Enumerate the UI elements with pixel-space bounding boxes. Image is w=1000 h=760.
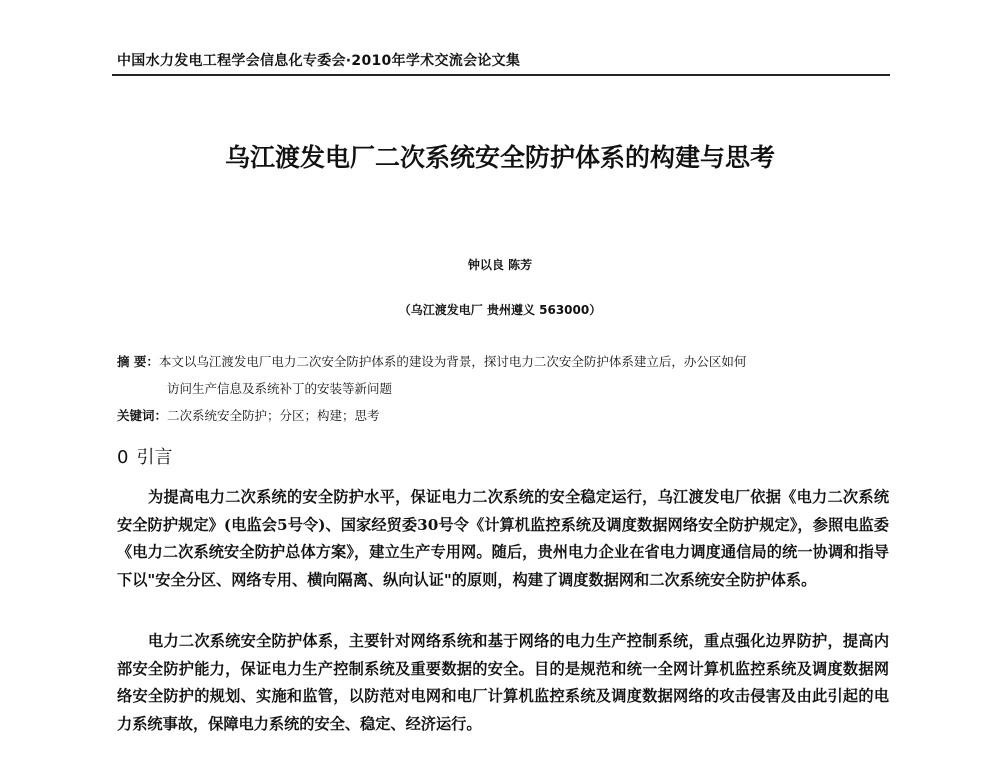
header-rule: [112, 74, 890, 76]
running-header: 中国水力发电工程学会信息化专委会·2010年学术交流会论文集: [117, 53, 521, 69]
section-number: 0: [117, 447, 129, 468]
authors: 钟以良 陈芳: [467, 258, 533, 272]
paragraph-2: 电力二次系统安全防护体系，主要针对网络系统和基于网络的电力生产控制系统，重点强化边界防护，提高内部安全防护能力，保证电力生产控制系统及重要数据的安全。目的是规范和统一全网计算机监控系统及调度数据网络安全防护的规划、实施和监管，以防范对电网和电厂计算机监控系统及调度数据网络的攻击侵害及由此引起的电力系统事故，保障电力系统的安全、稳定、经济运行。: [117, 632, 889, 733]
paragraph-1: 为提高电力二次系统的安全防护水平，保证电力二次系统的安全稳定运行，乌江渡发电厂依据《电力二次系统安全防护规定》(电监会5号令)、国家经贸委30号令《计算机监控系统及调度数据网络安全防护规定》，参照电监委《电力二次系统安全防护总体方案》，建立生产专用网。随后，贵州电力企业在省电力调度通信局的统一协调和指导下以"安全分区、网络专用、横向隔离、纵向认证"的原则，构建了调度数据网和二次系统安全防护体系。: [117, 488, 889, 589]
affiliation: （乌江渡发电厂 贵州遵义 563000）: [398, 303, 602, 317]
abstract: [117, 348, 892, 402]
section-heading: [117, 443, 172, 469]
keywords-label: 关键词：: [117, 408, 168, 423]
keywords: [117, 406, 380, 424]
paper-title: 乌江渡发电厂二次系统安全防护体系的构建与思考: [224, 143, 775, 172]
abstract-text-2: 访问生产信息及系统补丁的安装等新问题: [167, 381, 393, 396]
section-title: 引言: [136, 447, 173, 468]
keywords-text: 二次系统安全防护；分区；构建；思考: [167, 408, 380, 423]
abstract-label: 摘 要：: [117, 354, 159, 369]
abstract-text-1: 本文以乌江渡发电厂电力二次安全防护体系的建设为背景，探讨电力二次安全防护体系建立后，办公区如何: [158, 354, 747, 369]
